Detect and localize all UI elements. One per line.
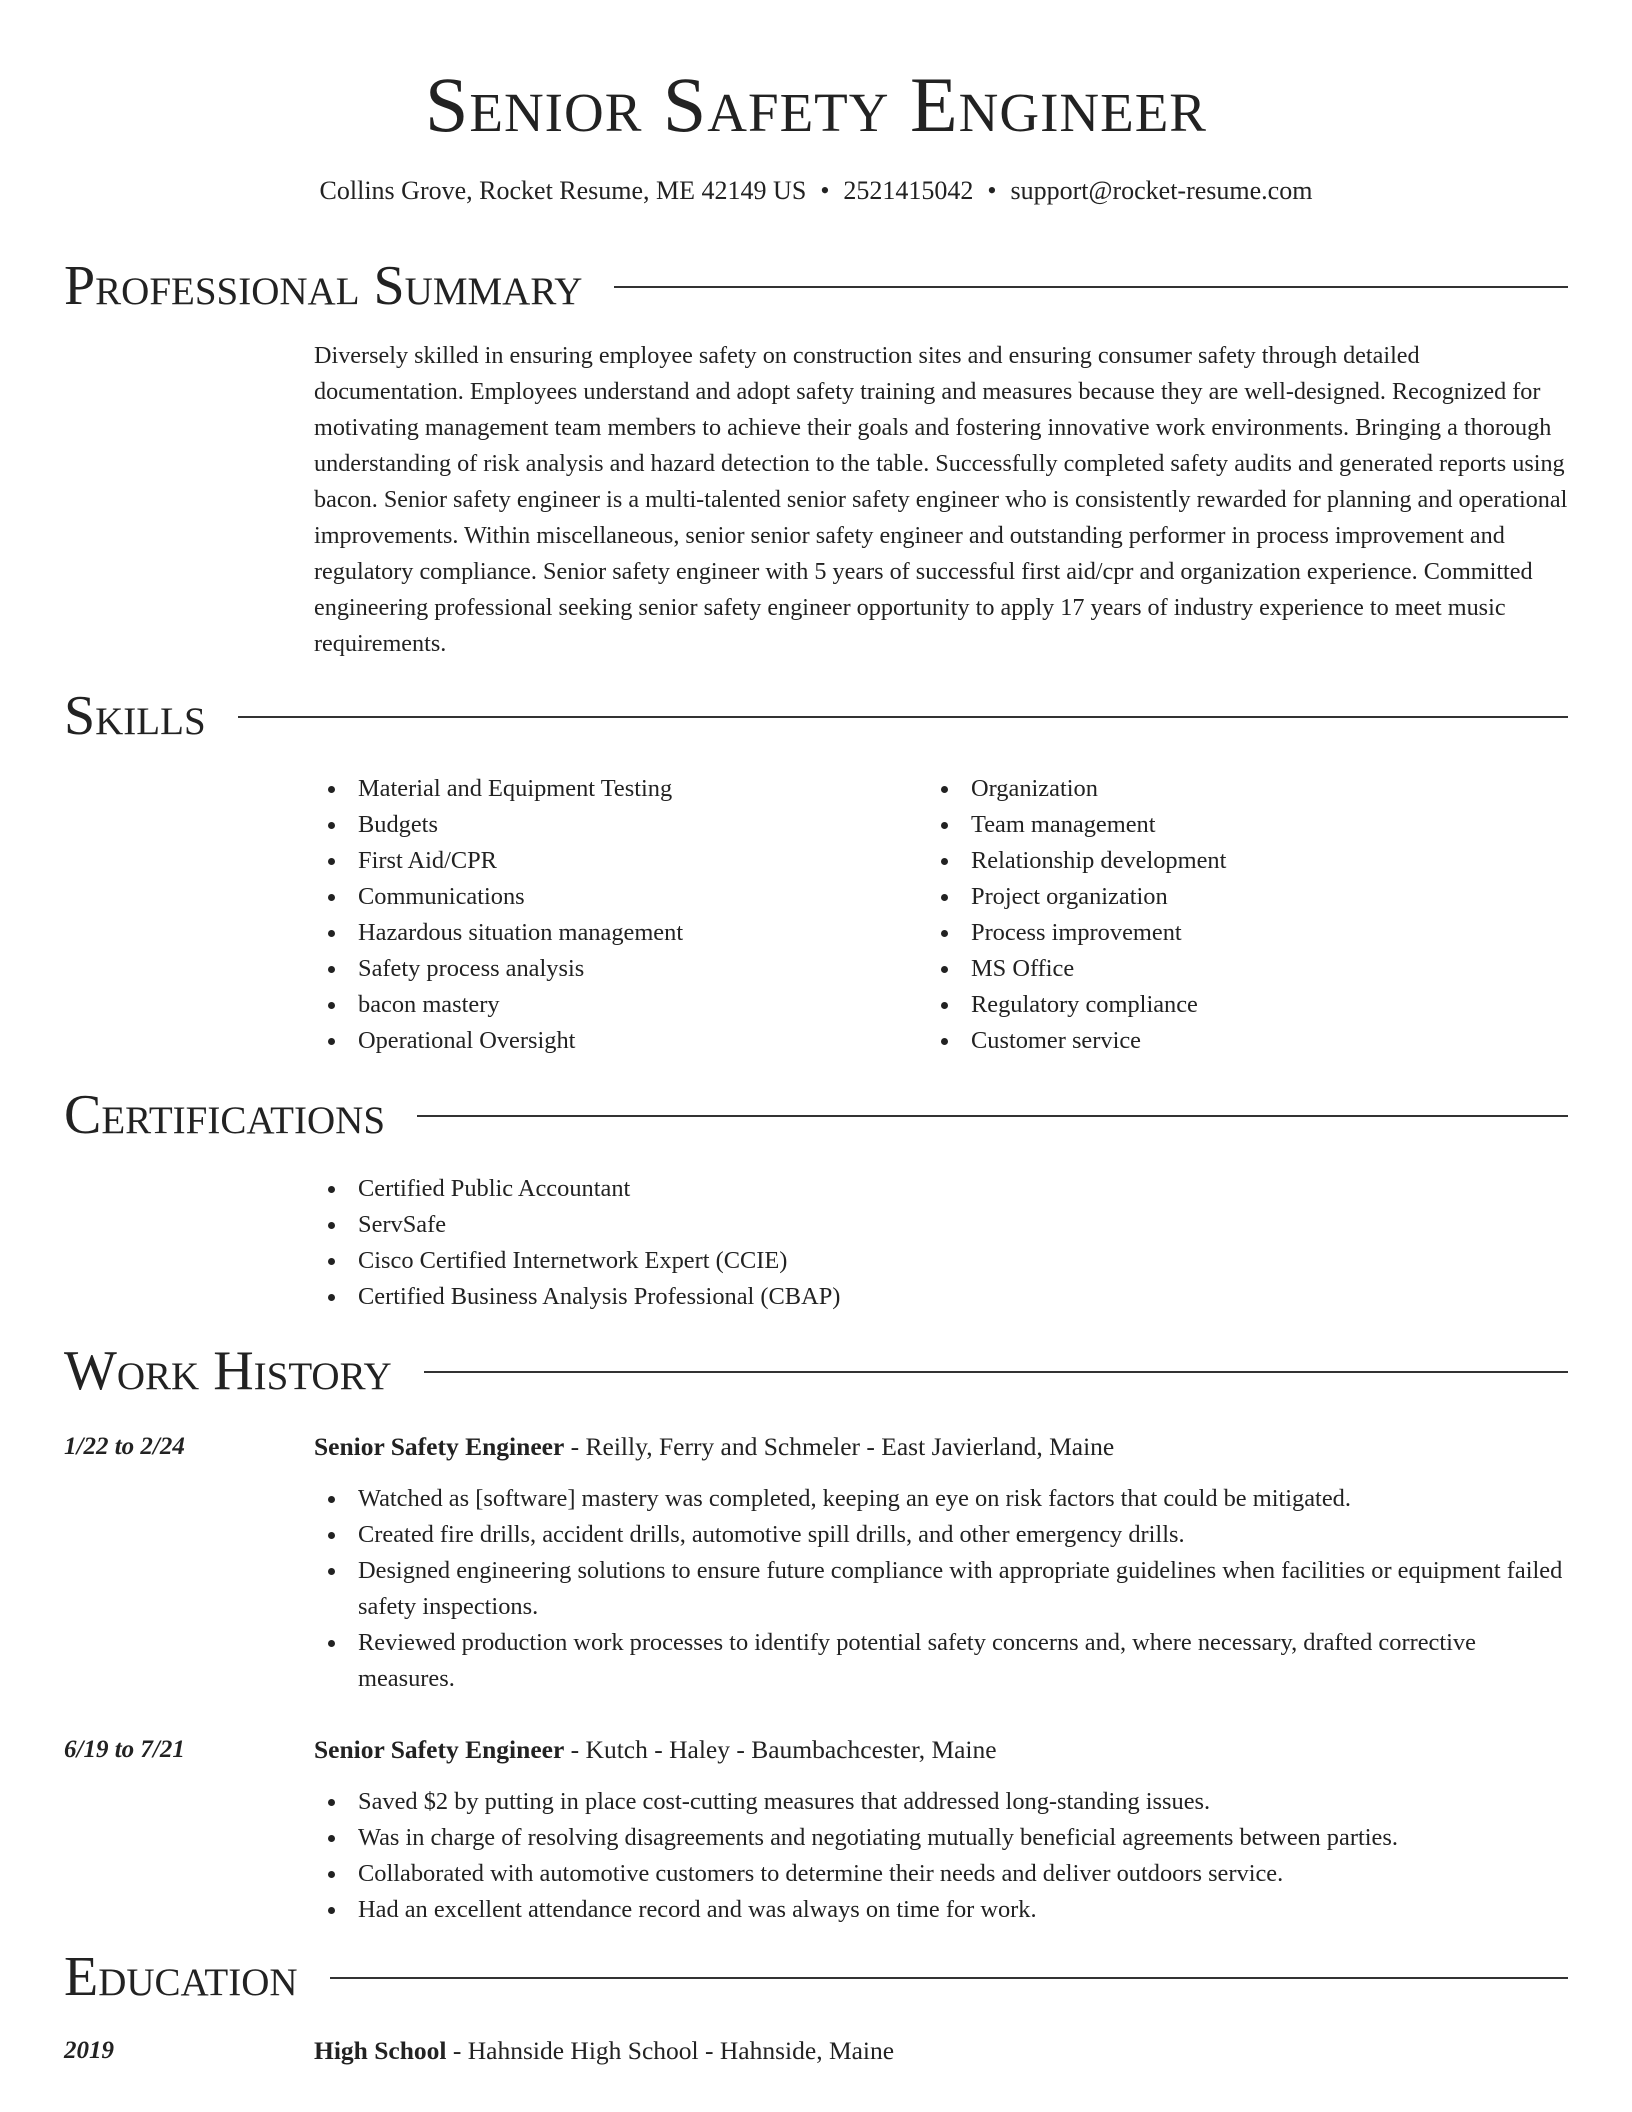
skill-item: Relationship development: [927, 843, 1547, 879]
section-title-summary: Professional Summary: [64, 255, 583, 317]
job-title: Senior Safety Engineer: [314, 1432, 565, 1461]
job-bullet: Watched as [software] mastery was completed, keeping an eye on risk factors that could be mitigated.: [314, 1481, 1568, 1517]
summary-text: Diversely skilled in ensuring employee safety on construction sites and ensuring consumer safety through detailed documentation. Employees understand and adopt safety training and measures because they are well-designed. Recognized for motivating management team members to achieve their goals and fostering innovative work environments. Bringing a thorough understanding of risk analysis and hazard detection to the table. Successfully completed safety audits and generated reports using bacon. Senior safety engineer is a multi-talented senior safety engineer who is consistently rewarded for planning and operational improvements. Within miscellaneous, senior senior safety engineer and outstanding performer in process improvement and regulatory compliance. Senior safety engineer with 5 years of successful first aid/cpr and organization experience. Committed engineering professional seeking senior safety engineer opportunity to apply 17 years of industry experience to meet music requirements.: [314, 342, 1568, 657]
contact-line: [0, 173, 1632, 209]
section-header-summary: [64, 254, 1568, 318]
certifications-block: [314, 1171, 840, 1315]
job-bullet: Was in charge of resolving disagreements and negotiating mutually beneficial agreements between parties.: [314, 1820, 1568, 1856]
job-bullet-list: [314, 1481, 1568, 1697]
contact-separator: •: [820, 176, 830, 205]
certification-item: Cisco Certified Internetwork Expert (CCIE): [314, 1243, 840, 1279]
job-bullet: Had an excellent attendance record and was always on time for work.: [314, 1892, 1568, 1928]
job-dates: 6/19 to 7/21: [64, 1736, 185, 1763]
skill-item: MS Office: [927, 951, 1547, 987]
skill-item: bacon mastery: [314, 987, 914, 1023]
section-divider: [614, 286, 1568, 288]
skills-list-right: [927, 771, 1547, 1059]
certifications-list: [314, 1171, 840, 1315]
job-title: Senior Safety Engineer: [314, 1735, 565, 1764]
job-bullet: Saved $2 by putting in place cost-cutting measures that addressed long-standing issues.: [314, 1784, 1568, 1820]
certification-item: Certified Business Analysis Professional (CBAP): [314, 1279, 840, 1315]
skill-item: Material and Equipment Testing: [314, 771, 914, 807]
job-heading: [314, 1732, 997, 1768]
skills-column-left: [314, 771, 914, 1059]
job-bullet-list: [314, 1784, 1568, 1928]
skills-list-left: [314, 771, 914, 1059]
skills-column-right: [927, 771, 1547, 1059]
contact-email: support@rocket-resume.com: [1010, 176, 1313, 205]
skill-item: Budgets: [314, 807, 914, 843]
section-divider: [330, 1977, 1568, 1979]
certification-item: ServSafe: [314, 1207, 840, 1243]
skill-item: Hazardous situation management: [314, 915, 914, 951]
education-heading: [314, 2033, 894, 2069]
contact-phone: 2521415042: [843, 176, 974, 205]
contact-address: Collins Grove, Rocket Resume, ME 42149 US: [319, 176, 807, 205]
education-degree: High School: [314, 2036, 447, 2065]
resume-title: Senior Safety Engineer: [424, 61, 1207, 148]
skill-item: Communications: [314, 879, 914, 915]
job-bullet: Collaborated with automotive customers to determine their needs and deliver outdoors service.: [314, 1856, 1568, 1892]
section-divider: [424, 1371, 1568, 1373]
skill-item: Project organization: [927, 879, 1547, 915]
section-title-skills: Skills: [64, 685, 206, 747]
job-details: - Kutch - Haley - Baumbachcester, Maine: [564, 1735, 997, 1764]
job-bullet: Designed engineering solutions to ensure future compliance with appropriate guidelines when facilities or equipment failed safety inspections.: [314, 1553, 1568, 1625]
certification-item: Certified Public Accountant: [314, 1171, 840, 1207]
skill-item: Organization: [927, 771, 1547, 807]
job-heading: [314, 1429, 1114, 1465]
skill-item: Process improvement: [927, 915, 1547, 951]
section-header-certifications: [64, 1083, 1568, 1147]
section-header-skills: [64, 684, 1568, 748]
skill-item: Team management: [927, 807, 1547, 843]
job-bullet: Created fire drills, accident drills, automotive spill drills, and other emergency drills.: [314, 1517, 1568, 1553]
skill-item: First Aid/CPR: [314, 843, 914, 879]
job-details: - Reilly, Ferry and Schmeler - East Javierland, Maine: [564, 1432, 1115, 1461]
contact-separator: •: [987, 176, 997, 205]
skill-item: Regulatory compliance: [927, 987, 1547, 1023]
section-title-education: Education: [64, 1946, 298, 2008]
skill-item: Customer service: [927, 1023, 1547, 1059]
job-bullet: Reviewed production work processes to identify potential safety concerns and, where necessary, drafted corrective measures.: [314, 1625, 1568, 1697]
section-header-work-history: [64, 1339, 1568, 1403]
skill-item: Operational Oversight: [314, 1023, 914, 1059]
section-title-certifications: Certifications: [64, 1084, 386, 1146]
section-title-work-history: Work History: [64, 1340, 392, 1402]
job-dates: 1/22 to 2/24: [64, 1433, 185, 1460]
education-year: 2019: [64, 2037, 114, 2064]
section-divider: [238, 716, 1568, 718]
section-header-education: [64, 1945, 1568, 2009]
education-details: - Hahnside High School - Hahnside, Maine: [446, 2036, 895, 2065]
job-responsibilities: [314, 1784, 1568, 1928]
section-divider: [417, 1115, 1568, 1117]
job-responsibilities: [314, 1481, 1568, 1697]
skill-item: Safety process analysis: [314, 951, 914, 987]
